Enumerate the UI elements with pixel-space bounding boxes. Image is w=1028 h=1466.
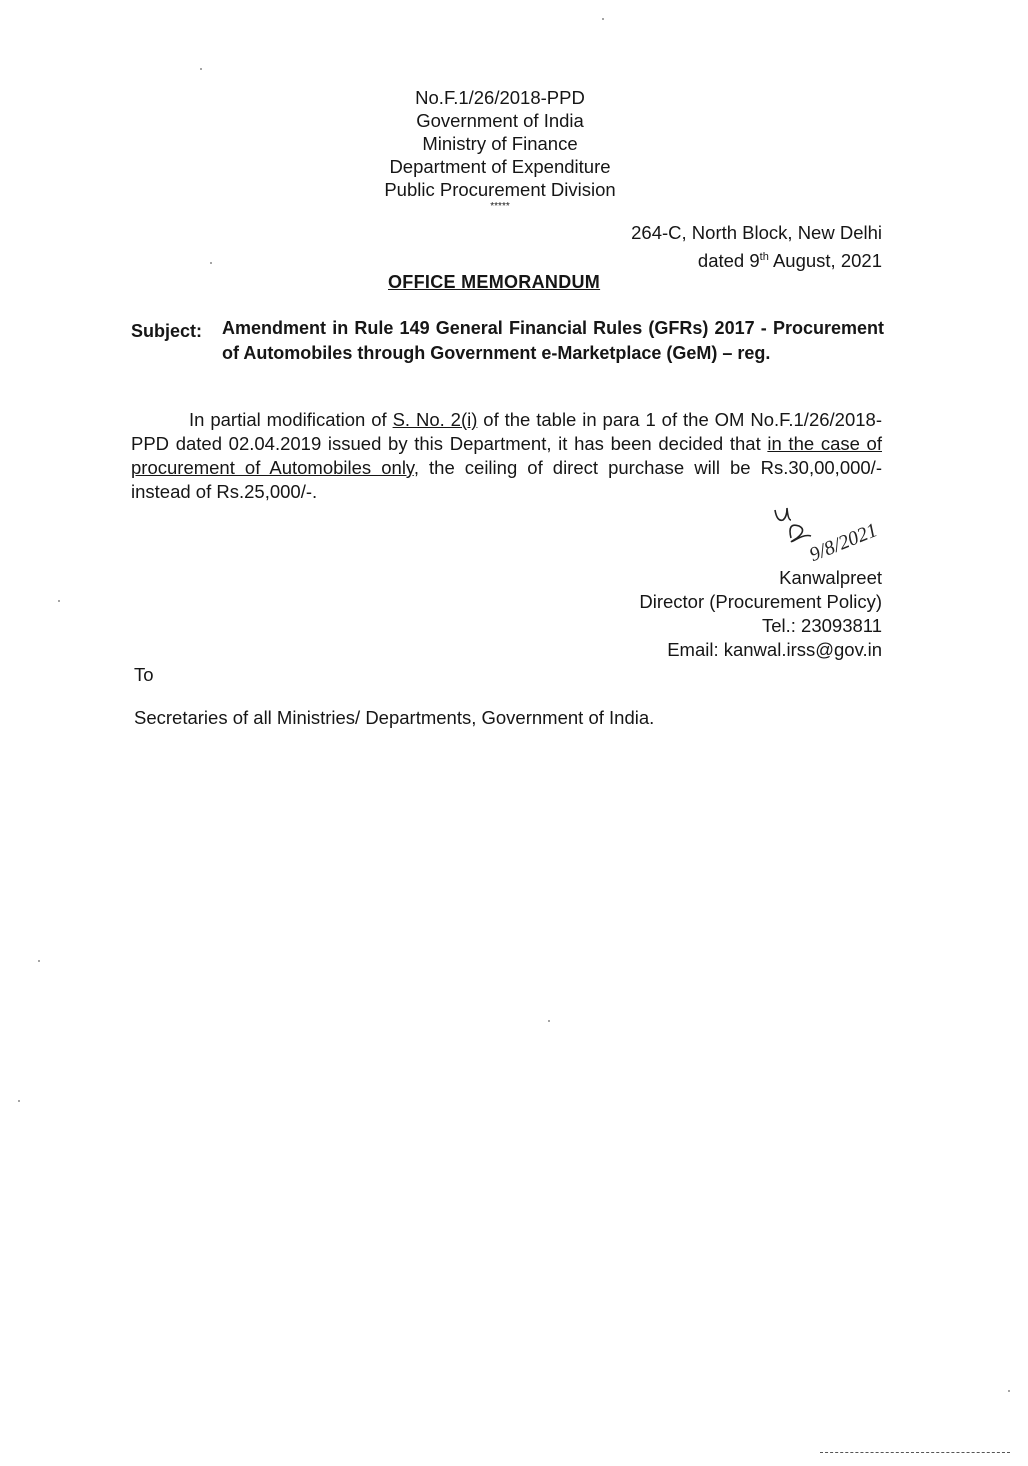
serial-reference: S. No. 2(i) [392,409,478,430]
office-location: 264-C, North Block, New Delhi [631,222,882,243]
scan-speck [210,262,212,264]
to-label: To [134,664,154,685]
scan-speck [58,600,60,602]
government-name: Government of India [416,110,584,131]
scan-speck [602,18,604,20]
signatory-name: Kanwalpreet [779,567,882,588]
memo-title: OFFICE MEMORANDUM [388,272,601,292]
letterhead [300,86,700,212]
scan-speck [18,1100,20,1102]
handwritten-signature [765,498,915,570]
department-name: Department of Expenditure [389,156,611,177]
recipients: Secretaries of all Ministries/ Departments, Government of India. [134,707,655,728]
division-name: Public Procurement Division [384,179,616,200]
emphasis-clause: in the case of procurement of Automobiles only [131,433,882,478]
ministry-name: Ministry of Finance [422,133,578,154]
scan-speck [1008,1390,1010,1392]
footer-rule [820,1452,1010,1453]
header-separator: ***** [490,201,510,212]
subject-label: Subject: [131,321,203,341]
signatory-designation: Director (Procurement Policy) [639,591,882,612]
file-number: No.F.1/26/2018-PPD [415,87,585,108]
signatory-phone: Tel.: 23093811 [761,615,882,636]
scan-speck [200,68,202,70]
signature-block [639,566,882,662]
signature-date: 9/8/2021 [806,519,881,567]
memo-date: dated 9th August, 2021 [697,250,882,272]
signatory-email: Email: kanwal.irss@gov.in [667,639,882,660]
scan-speck [38,960,40,962]
body-paragraph: In partial modification of S. No. 2(i) of the table in para 1 of the OM No.F.1/26/2018-PPD dated 02.04.2019 issued by this Department, it has been decided that in the case of procurement of Automobiles only, the ceiling of direct purchase will be Rs.30,00,000/- instead of Rs.25,000/-. [131,409,882,502]
scan-speck [548,1020,550,1022]
address-block [631,220,882,273]
subject-text: Amendment in Rule 149 General Financial Rules (GFRs) 2017 - Procurement of Automobiles through Government e-Marketplace (GeM) – reg. [222,318,884,363]
